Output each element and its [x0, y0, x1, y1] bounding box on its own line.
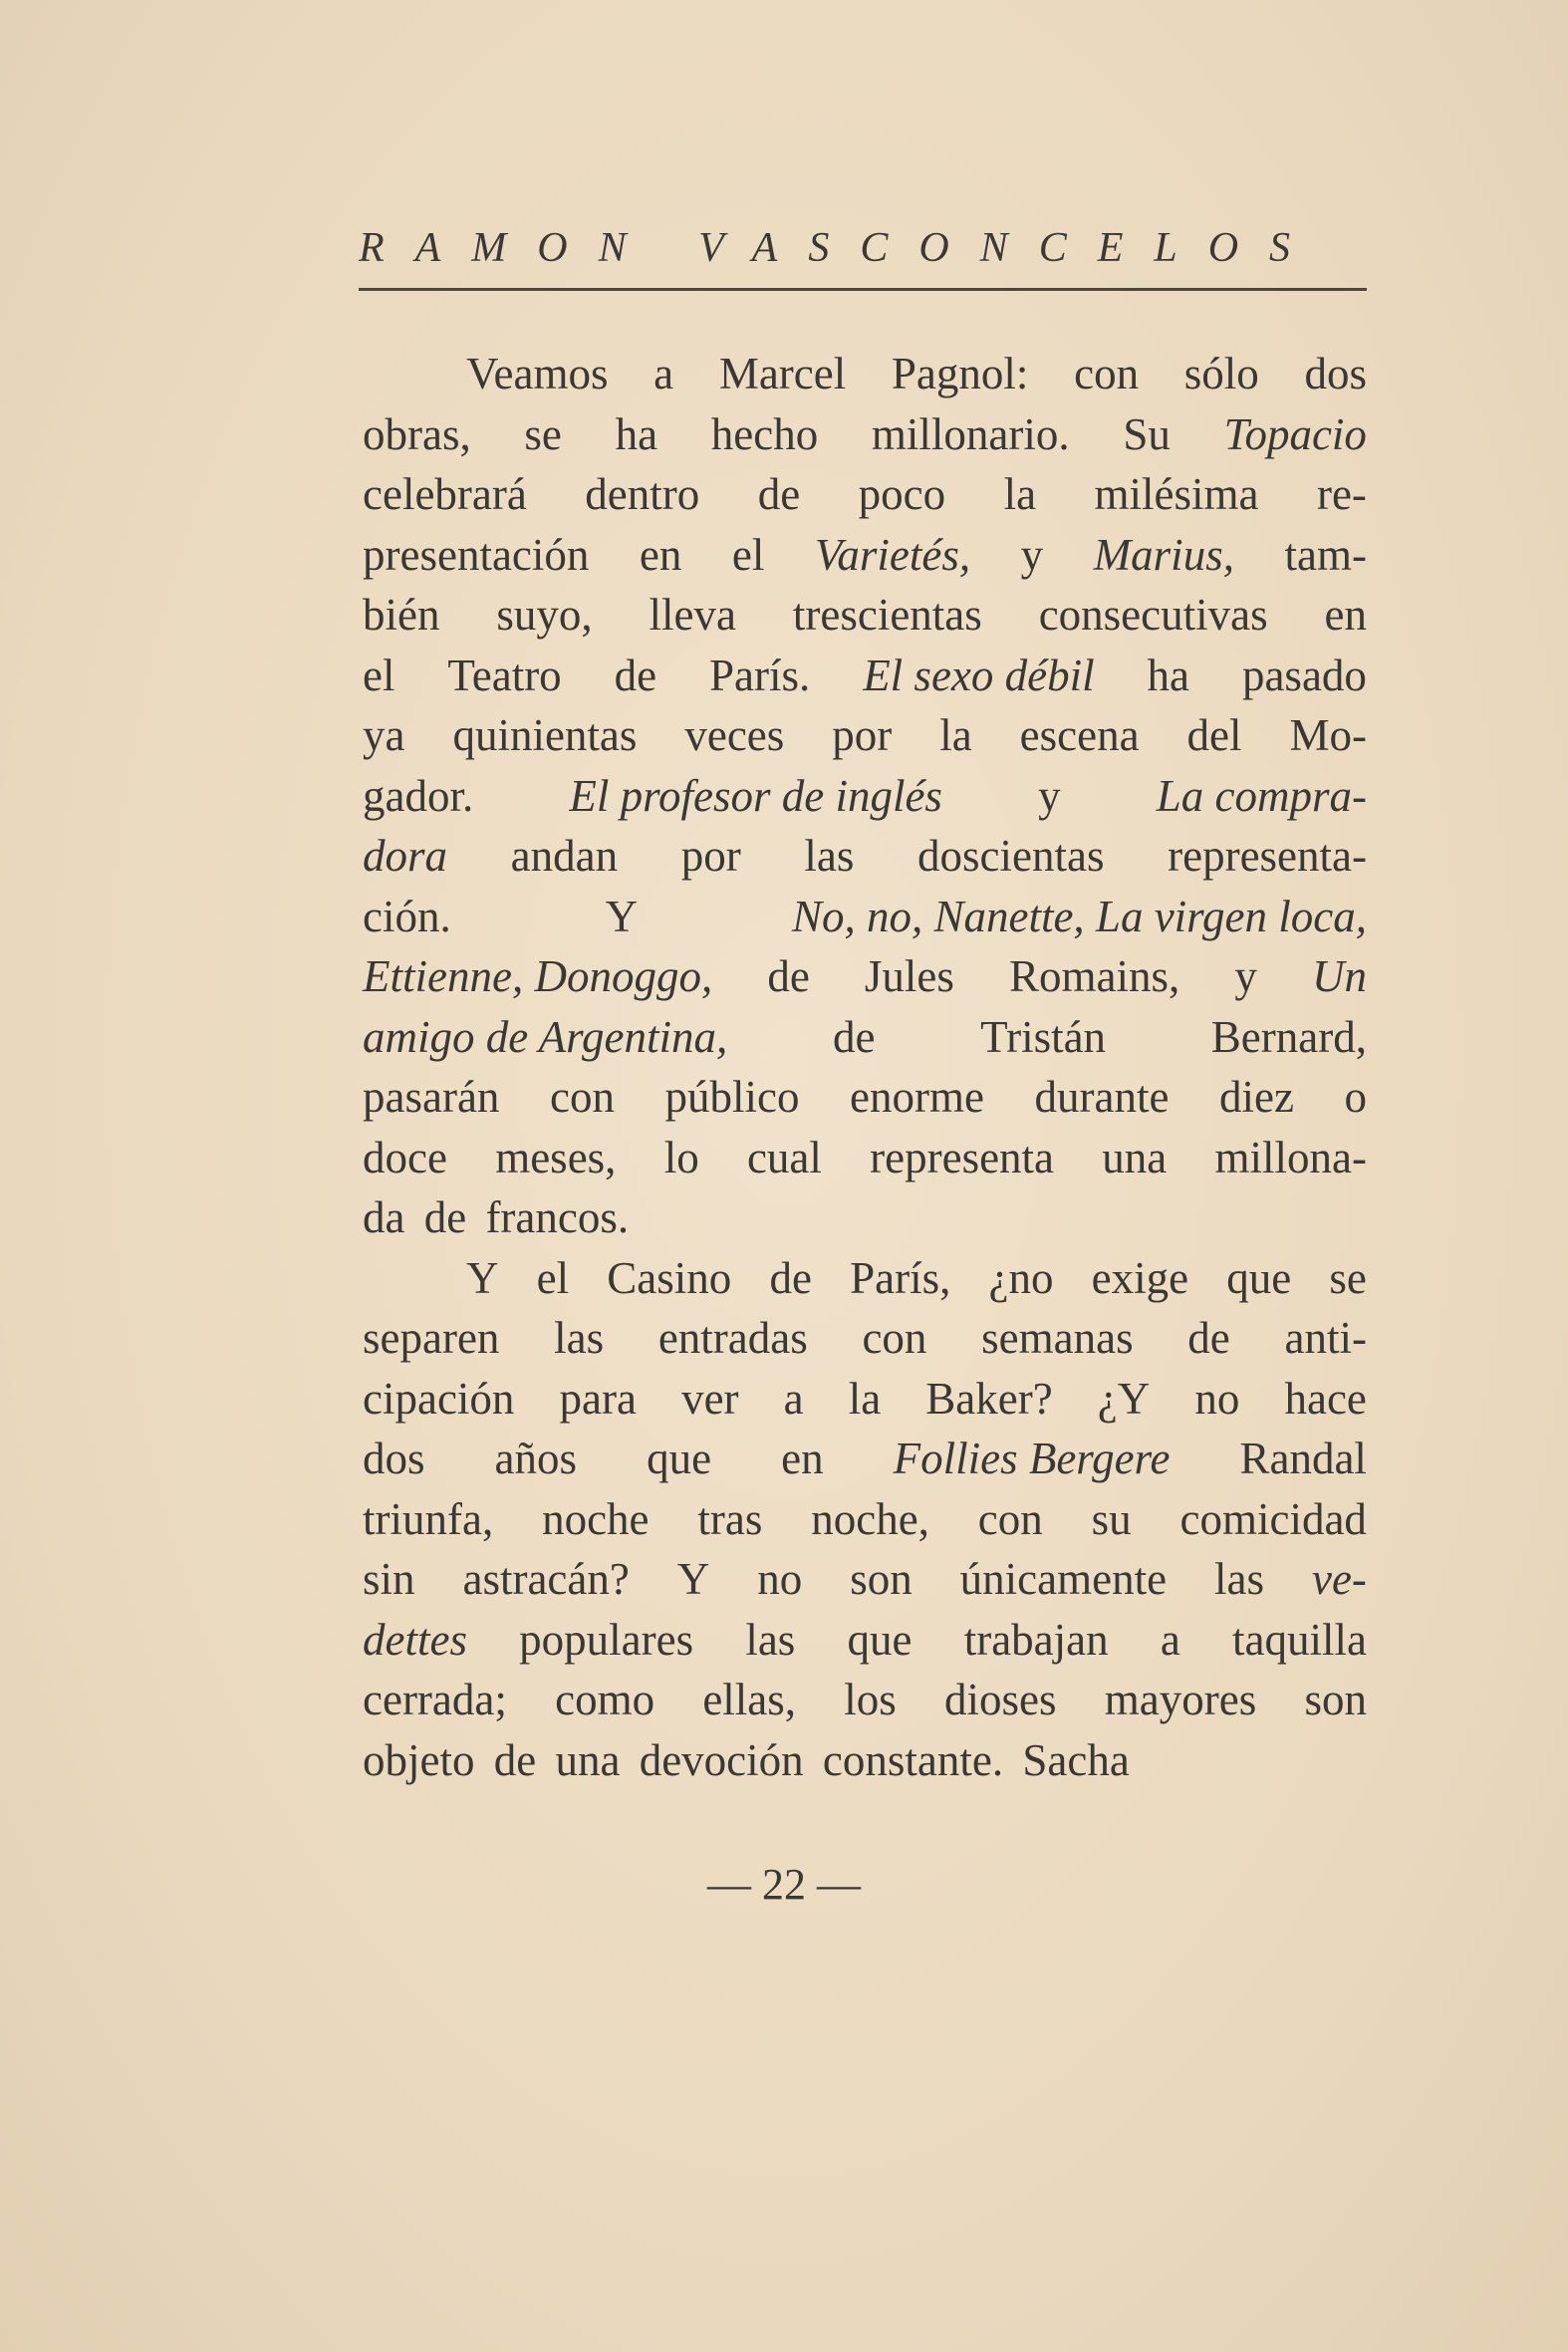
italic-title: Ettienne, Donoggo, [363, 951, 713, 1001]
word: noche, [811, 1493, 929, 1544]
text-line [363, 1549, 1367, 1610]
word: a [653, 349, 674, 398]
word: ¿Y [1097, 1373, 1151, 1424]
word: de [767, 951, 810, 1001]
word: de [1187, 1313, 1230, 1363]
word: el [731, 529, 765, 580]
word: presentación [363, 529, 590, 580]
word: para [559, 1373, 637, 1424]
text-line [363, 1067, 1367, 1128]
word: comicidad [1179, 1493, 1367, 1544]
word: Teatro [447, 650, 562, 700]
word: sin [363, 1554, 415, 1604]
word: la [1003, 469, 1037, 519]
word: Tristán [980, 1011, 1107, 1062]
word: la [848, 1373, 882, 1424]
text-line [363, 1369, 1367, 1430]
word: y [1020, 529, 1044, 580]
word: son [850, 1554, 913, 1604]
text-line [363, 1670, 1367, 1730]
word: que [1226, 1252, 1292, 1303]
word: la [939, 710, 972, 760]
word: ha [1147, 650, 1190, 700]
word: quinientas [452, 710, 638, 760]
word: las [745, 1614, 796, 1665]
word: ha [615, 408, 658, 459]
word: milésima [1094, 469, 1259, 519]
text-line [363, 1128, 1367, 1188]
word: tam- [1284, 529, 1367, 580]
word: a [1160, 1614, 1180, 1665]
word: Y [676, 1554, 710, 1604]
italic-title: Varietés, [814, 529, 971, 580]
word: durante [1034, 1072, 1170, 1122]
word: París. [709, 650, 811, 700]
word: únicamente [959, 1554, 1168, 1604]
word: mayores [1104, 1675, 1257, 1724]
header-rule [359, 288, 1367, 291]
italic-title: amigo de Argentina, [363, 1011, 728, 1062]
word: no [1194, 1373, 1240, 1424]
word: Veamos [466, 349, 609, 398]
word: noche [542, 1493, 650, 1544]
italic-title: No, no, Nanette, La virgen loca, [791, 891, 1367, 941]
word: entradas [657, 1313, 808, 1363]
word: consecutivas [1038, 590, 1268, 640]
word: no [757, 1554, 803, 1604]
word: en [781, 1434, 824, 1483]
word: como [555, 1675, 655, 1724]
text-line [363, 1248, 1367, 1309]
text-line [363, 464, 1367, 525]
word: Pagnol: [891, 349, 1029, 398]
text-line [363, 646, 1367, 706]
page-number: — 22 — [707, 1860, 861, 1909]
word: su [1091, 1493, 1132, 1544]
word: andan [510, 831, 619, 881]
word: taquilla [1232, 1614, 1367, 1665]
word: representa [870, 1132, 1055, 1182]
word: con [1074, 349, 1140, 398]
word: Mo- [1289, 710, 1367, 760]
word: las [554, 1313, 605, 1363]
word: y [1038, 770, 1061, 821]
word: Baker? [925, 1373, 1053, 1424]
word: bién [363, 590, 440, 640]
word: ver [681, 1373, 739, 1424]
word: una [555, 1734, 621, 1785]
paragraph [363, 1248, 1367, 1791]
word: son [1304, 1675, 1367, 1724]
word: a [783, 1373, 804, 1424]
word: populares [519, 1614, 694, 1665]
word: Marcel [718, 349, 847, 398]
word: dos [1304, 349, 1367, 398]
text-line [363, 525, 1367, 586]
word: de [769, 1252, 812, 1303]
text-line [363, 766, 1367, 827]
text-line [363, 887, 1367, 947]
text-line [363, 1187, 1367, 1248]
word: el [363, 650, 395, 700]
word: las [1214, 1554, 1265, 1604]
word: Romains, [1009, 951, 1180, 1001]
word: sólo [1183, 349, 1259, 398]
word: años [494, 1434, 578, 1483]
word: lleva [649, 590, 736, 640]
word: Jules [864, 951, 954, 1001]
word: que [647, 1434, 712, 1483]
running-head: RAMON VASCONCELOS [359, 225, 1322, 271]
text-line [363, 1007, 1367, 1068]
word: pasarán [363, 1072, 500, 1122]
word: ción. [363, 891, 451, 941]
word: ellas, [702, 1675, 797, 1724]
word: de [493, 1734, 537, 1785]
word: doce [363, 1132, 447, 1182]
text-line [363, 585, 1367, 646]
word: Randal [1239, 1434, 1367, 1483]
word: Sacha [1022, 1734, 1130, 1785]
italic-title: La compra- [1156, 770, 1367, 821]
word: cipación [363, 1373, 515, 1424]
word: meses, [495, 1132, 617, 1182]
word: se [524, 408, 562, 459]
word: cual [746, 1132, 822, 1182]
word: de [757, 469, 801, 519]
word: dos [363, 1434, 425, 1483]
word: dioses [944, 1675, 1057, 1724]
italic-title: Topacio [1223, 408, 1367, 459]
word: celebrará [363, 469, 527, 519]
text-line [363, 705, 1367, 766]
word: exige [1091, 1252, 1189, 1303]
word: veces [684, 710, 785, 760]
italic-title: El sexo débil [863, 650, 1095, 700]
word: devoción [639, 1734, 804, 1785]
word: tras [697, 1493, 763, 1544]
word: lo [663, 1132, 699, 1182]
word: los [844, 1675, 897, 1724]
word: por [680, 831, 741, 881]
word: objeto [363, 1734, 475, 1785]
word: semanas [981, 1313, 1134, 1363]
word: con [977, 1493, 1043, 1544]
word: trescientas [792, 590, 982, 640]
text-line [363, 1610, 1367, 1671]
word: Bernard, [1210, 1011, 1367, 1062]
word: en [639, 529, 682, 580]
word: con [862, 1313, 927, 1363]
text-line [363, 404, 1367, 465]
italic-title: dettes [363, 1614, 467, 1665]
word: trabajan [963, 1614, 1109, 1665]
text-line [363, 826, 1367, 887]
word: da de francos. [363, 1192, 630, 1242]
paragraph [363, 344, 1367, 1248]
word: con [549, 1072, 615, 1122]
word: re- [1316, 469, 1367, 519]
body-text [363, 344, 1367, 1790]
word: ¿no [988, 1252, 1054, 1303]
word: Su [1123, 408, 1171, 459]
word: escena [1019, 710, 1140, 760]
word: pasado [1241, 650, 1367, 700]
word: separen [363, 1313, 500, 1363]
italic-title: Follies Bergere [893, 1434, 1171, 1483]
word: Y [605, 891, 639, 941]
italic-title: El profesor de inglés [569, 770, 942, 821]
word: poco [858, 469, 946, 519]
word: ya [363, 710, 405, 760]
word: millonario. [871, 408, 1070, 459]
text-line [363, 1489, 1367, 1550]
word: una [1102, 1132, 1168, 1182]
word: público [664, 1072, 800, 1122]
word: constante. [822, 1734, 1004, 1785]
word: enorme [850, 1072, 984, 1122]
italic-title: Marius, [1093, 529, 1234, 580]
word: París, [850, 1252, 951, 1303]
word: cerrada; [363, 1675, 507, 1724]
word: Casino [607, 1252, 732, 1303]
word: en [1324, 590, 1367, 640]
word: dentro [585, 469, 700, 519]
word: por [832, 710, 893, 760]
word: de [832, 1011, 876, 1062]
text-line [363, 946, 1367, 1007]
text-line [363, 344, 1367, 404]
word: Y [466, 1252, 499, 1303]
word: triunfa, [363, 1493, 494, 1544]
word: que [847, 1614, 913, 1665]
word: de [614, 650, 657, 700]
text-line [363, 1730, 1367, 1791]
word: hace [1284, 1373, 1367, 1424]
word: astracán? [462, 1554, 630, 1604]
word: del [1186, 710, 1242, 760]
word: diez [1219, 1072, 1294, 1122]
italic-title: Un [1312, 951, 1367, 1001]
word: doscientas [917, 831, 1105, 881]
text-line [363, 1308, 1367, 1369]
word: las [804, 831, 855, 881]
word: el [536, 1252, 570, 1303]
word: obras, [363, 408, 471, 459]
word: suyo, [496, 590, 593, 640]
word: gador. [363, 770, 474, 821]
word: anti- [1284, 1313, 1367, 1363]
word: representa- [1168, 831, 1367, 881]
word: o [1344, 1072, 1367, 1122]
word: hecho [710, 408, 819, 459]
text-line [363, 1429, 1367, 1489]
word: millona- [1214, 1132, 1367, 1182]
italic-title: dora [363, 831, 448, 881]
italic-title: ve- [1311, 1554, 1367, 1604]
word: se [1329, 1252, 1367, 1303]
word: y [1234, 951, 1257, 1001]
